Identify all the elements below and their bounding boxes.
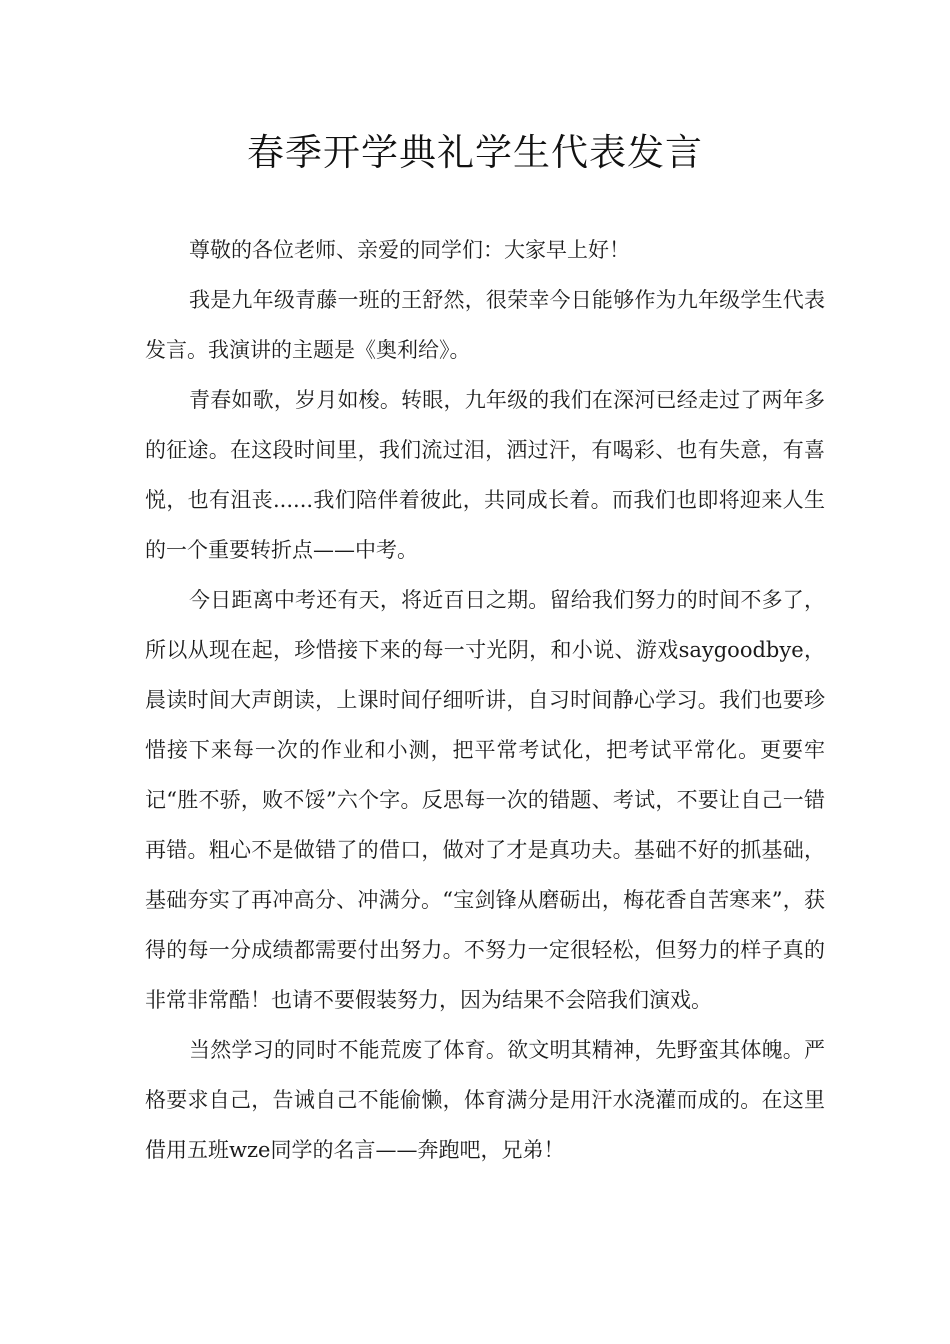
paragraph-physical-education: 当然学习的同时不能荒废了体育。欲文明其精神，先野蛮其体魄。严格要求自己，告诫自己不能偷懒，体育满分是用汗水浇灌而成的。在这里借用五班wze同学的名言——奔跑吧，兄弟！ — [145, 1038, 825, 1162]
document-title: 春季开学典礼学生代表发言 — [247, 131, 703, 174]
paragraph-youth: 青春如歌，岁月如梭。转眼，九年级的我们在深河已经走过了两年多的征途。在这段时间里，我们流过泪，洒过汗，有喝彩、也有失意，有喜悦，也有沮丧......我们陪伴着彼此，共同成长着。而我们也即将迎来人生的一个重要转折点——中考。 — [145, 388, 825, 562]
paragraph-introduction: 我是九年级青藤一班的王舒然，很荣幸今日能够作为九年级学生代表发言。我演讲的主题是《奥利给》。 — [145, 288, 825, 362]
paragraph-greeting: 尊敬的各位老师、亲爱的同学们：大家早上好！ — [189, 238, 630, 262]
document-body — [145, 225, 825, 1175]
paragraph-exam-preparation: 今日距离中考还有天，将近百日之期。留给我们努力的时间不多了，所以从现在起，珍惜接下来的每一寸光阴，和小说、游戏saygoodbye，晨读时间大声朗读，上课时间仔细听讲，自习时间静心学习。我们也要珍惜接下来每一次的作业和小测，把平常考试化，把考试平常化。更要牢记“胜不骄，败不馁”六个字。反思每一次的错题、考试，不要让自己一错再错。粗心不是做错了的借口，做对了才是真功夫。基础不好的抓基础，基础夯实了再冲高分、冲满分。“宝剑锋从磨砺出，梅花香自苦寒来”，获得的每一分成绩都需要付出努力。不努力一定很轻松，但努力的样子真的非常非常酷！也请不要假装努力，因为结果不会陪我们演戏。 — [145, 588, 825, 1012]
